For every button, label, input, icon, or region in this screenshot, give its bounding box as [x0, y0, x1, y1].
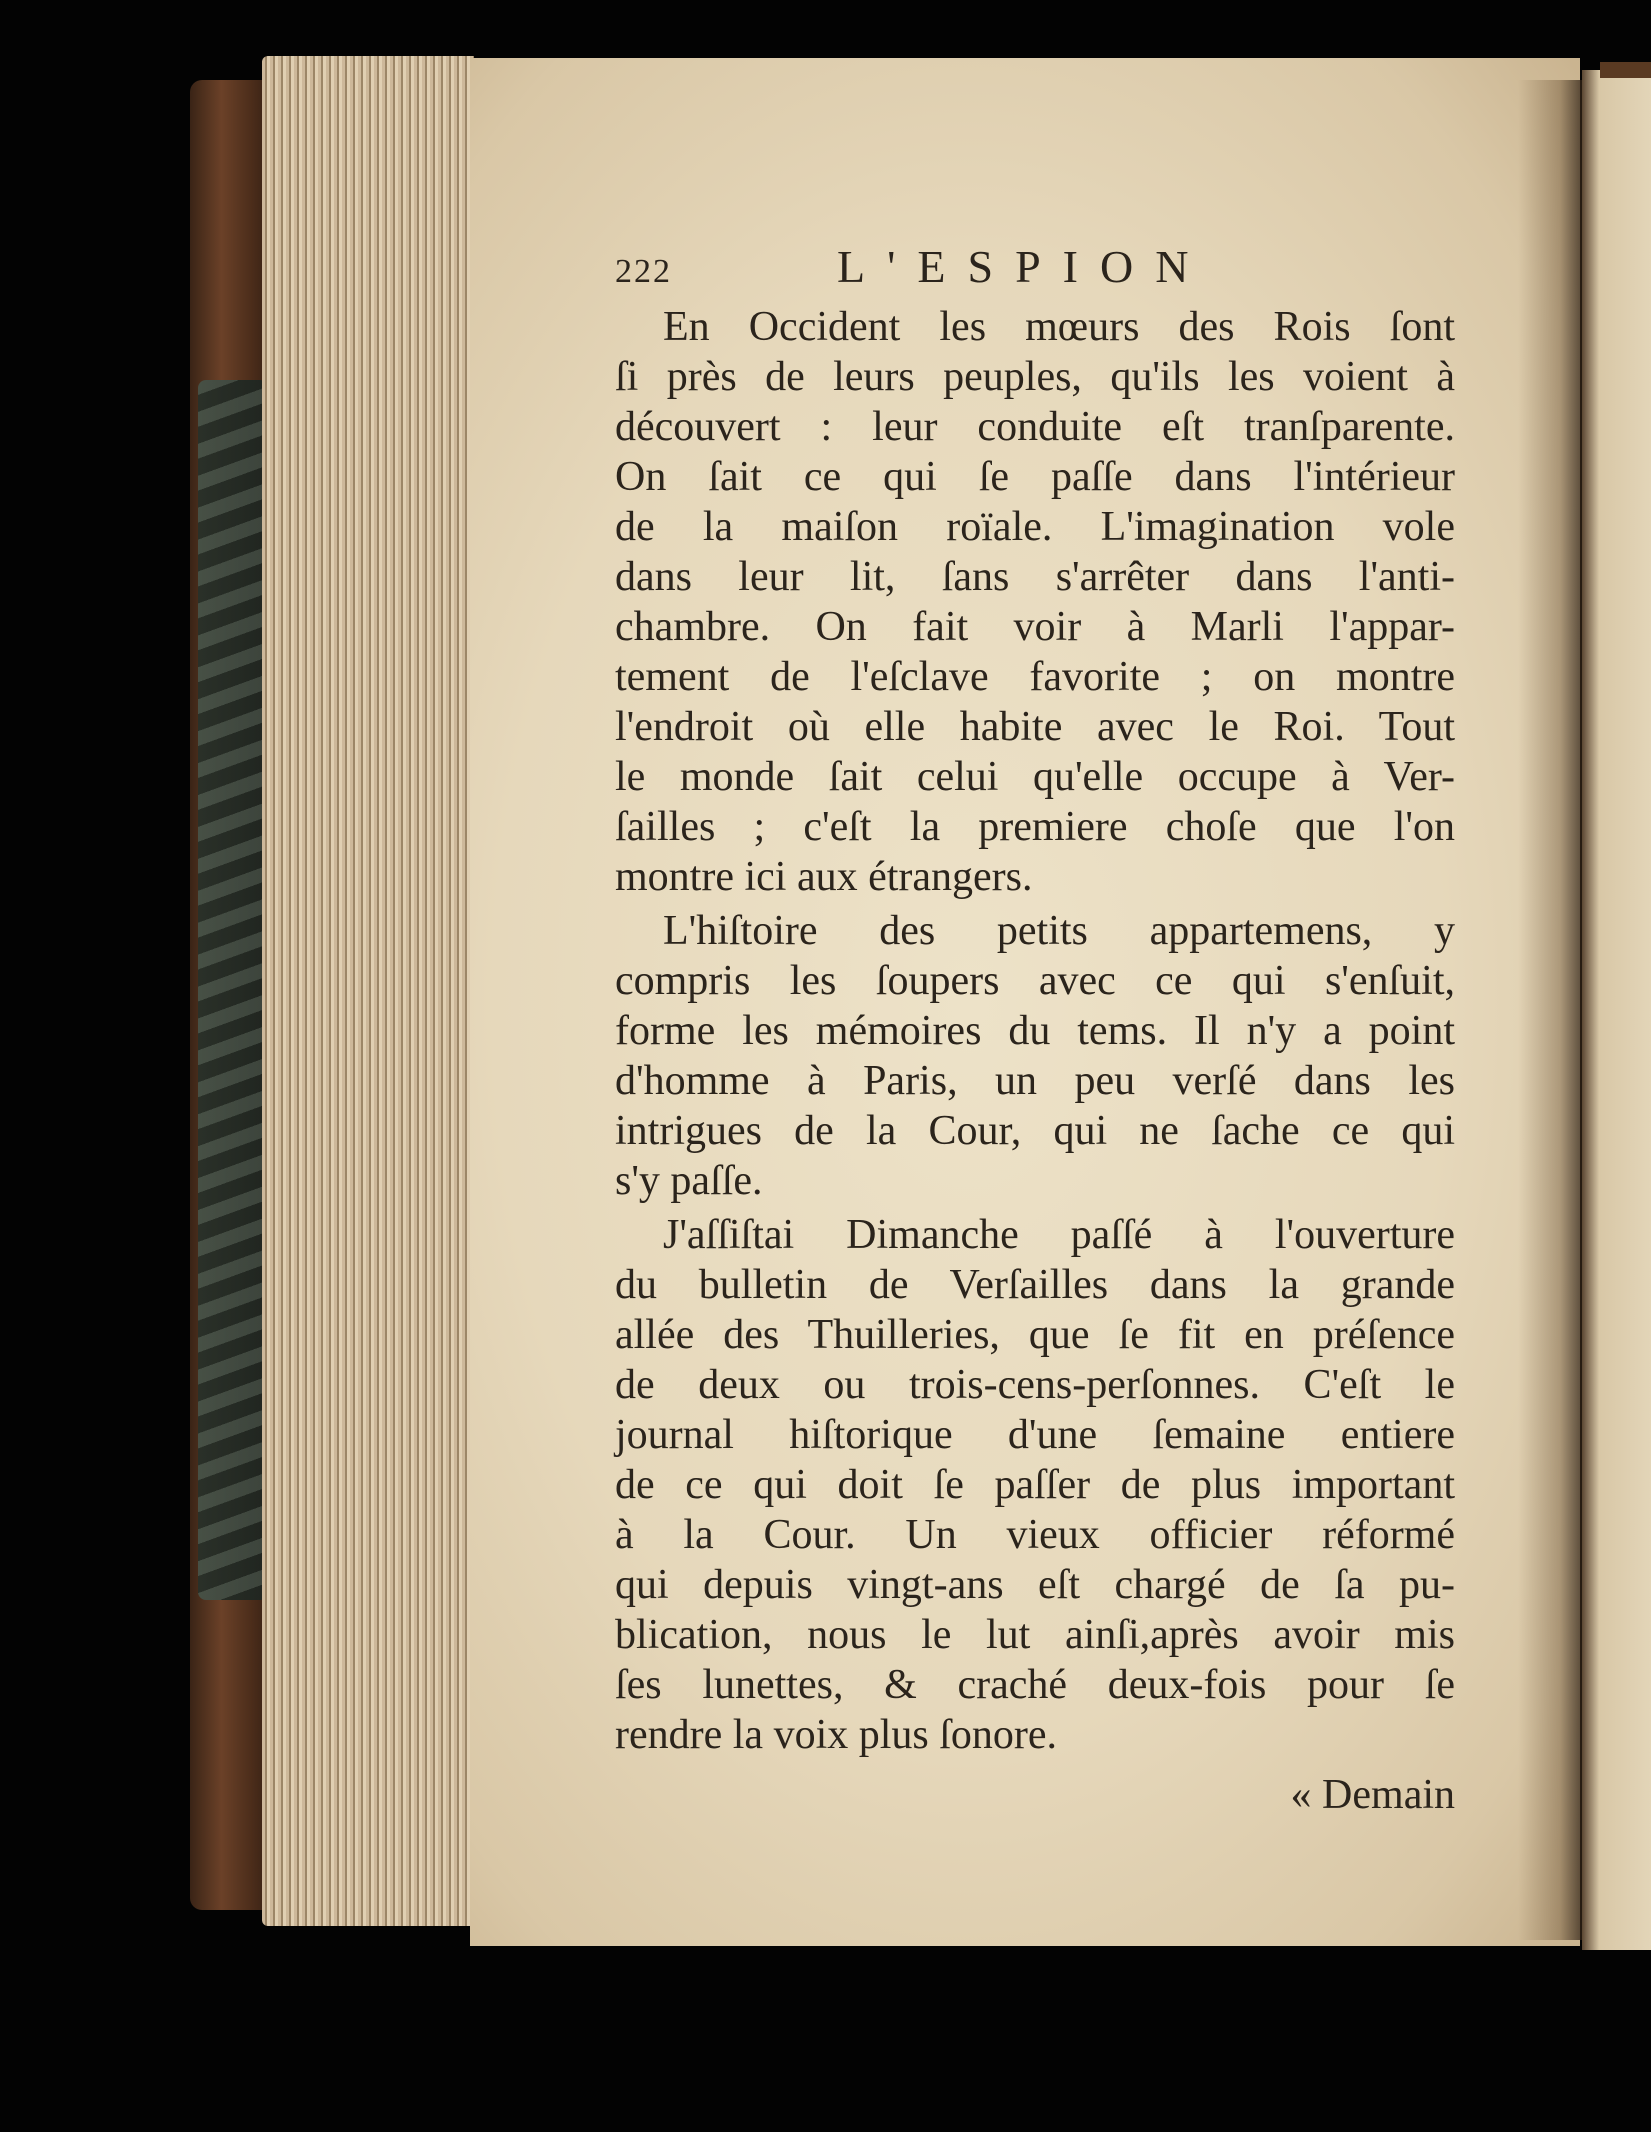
text-line: L'hiſtoire des petits appartemens, y: [663, 908, 1455, 954]
paragraph-1: [615, 302, 1455, 902]
text-line: s'y paſſe.: [615, 1158, 763, 1204]
text-line: compris les ſoupers avec ce qui s'enſuit,: [615, 958, 1455, 1004]
text-line: J'aſſiſtai Dimanche paſſé à l'ouverture: [663, 1212, 1455, 1258]
page-number: 222: [615, 253, 672, 290]
right-cover-edge: [1600, 62, 1651, 78]
text-line: découvert : leur conduite eſt tranſparente.: [615, 404, 1455, 450]
page-edges: [262, 56, 474, 1926]
text-line: dans leur lit, ſans s'arrêter dans l'anti-: [615, 554, 1455, 600]
text-line: ſailles ; c'eſt la premiere choſe que l'on: [615, 804, 1455, 850]
text-line: d'homme à Paris, un peu verſé dans les: [615, 1058, 1455, 1104]
text-line: l'endroit où elle habite avec le Roi. Tout: [615, 704, 1455, 750]
running-head: [615, 240, 1455, 300]
text-line: ſes lunettes, & craché deux-fois pour ſe: [615, 1662, 1455, 1708]
paragraph-2: [615, 906, 1455, 1206]
text-line: de ce qui doit ſe paſſer de plus important: [615, 1462, 1455, 1508]
text-line: de deux ou trois-cens-perſonnes. C'eſt le: [615, 1362, 1455, 1408]
text-line: qui depuis vingt-ans eſt chargé de ſa pu-: [615, 1562, 1455, 1608]
text-line: rendre la voix plus ſonore.: [615, 1712, 1058, 1758]
text-line: blication, nous le lut ainſi,après avoir mis: [615, 1612, 1455, 1658]
catchword: « Demain: [1290, 1772, 1455, 1818]
text-block: [615, 240, 1455, 1820]
text-line: En Occident les mœurs des Rois ſont: [663, 304, 1455, 350]
text-line: du bulletin de Verſailles dans la grande: [615, 1262, 1455, 1308]
paragraph-3: [615, 1210, 1455, 1760]
text-line: ſi près de leurs peuples, qu'ils les voient à: [615, 354, 1455, 400]
text-line: de la maiſon roïale. L'imagination vole: [615, 504, 1455, 550]
text-line: chambre. On fait voir à Marli l'appar-: [615, 604, 1455, 650]
right-page-edge: [1582, 70, 1651, 1950]
marbled-endpaper: [198, 380, 268, 1600]
text-line: intrigues de la Cour, qui ne ſache ce qui: [615, 1108, 1455, 1154]
text-line: allée des Thuilleries, que ſe fit en préſence: [615, 1312, 1455, 1358]
text-line: forme les mémoires du tems. Il n'y a point: [615, 1008, 1455, 1054]
text-line: à la Cour. Un vieux officier réformé: [615, 1512, 1455, 1558]
gutter-shadow: [1518, 80, 1588, 1940]
running-title: L'ESPION: [837, 241, 1211, 292]
text-line: tement de l'eſclave favorite ; on montre: [615, 654, 1455, 700]
text-line: montre ici aux étrangers.: [615, 854, 1033, 900]
text-line: On ſait ce qui ſe paſſe dans l'intérieur: [615, 454, 1455, 500]
text-line: journal hiſtorique d'une ſemaine entiere: [615, 1412, 1455, 1458]
text-line: le monde ſait celui qu'elle occupe à Ver-: [615, 754, 1455, 800]
